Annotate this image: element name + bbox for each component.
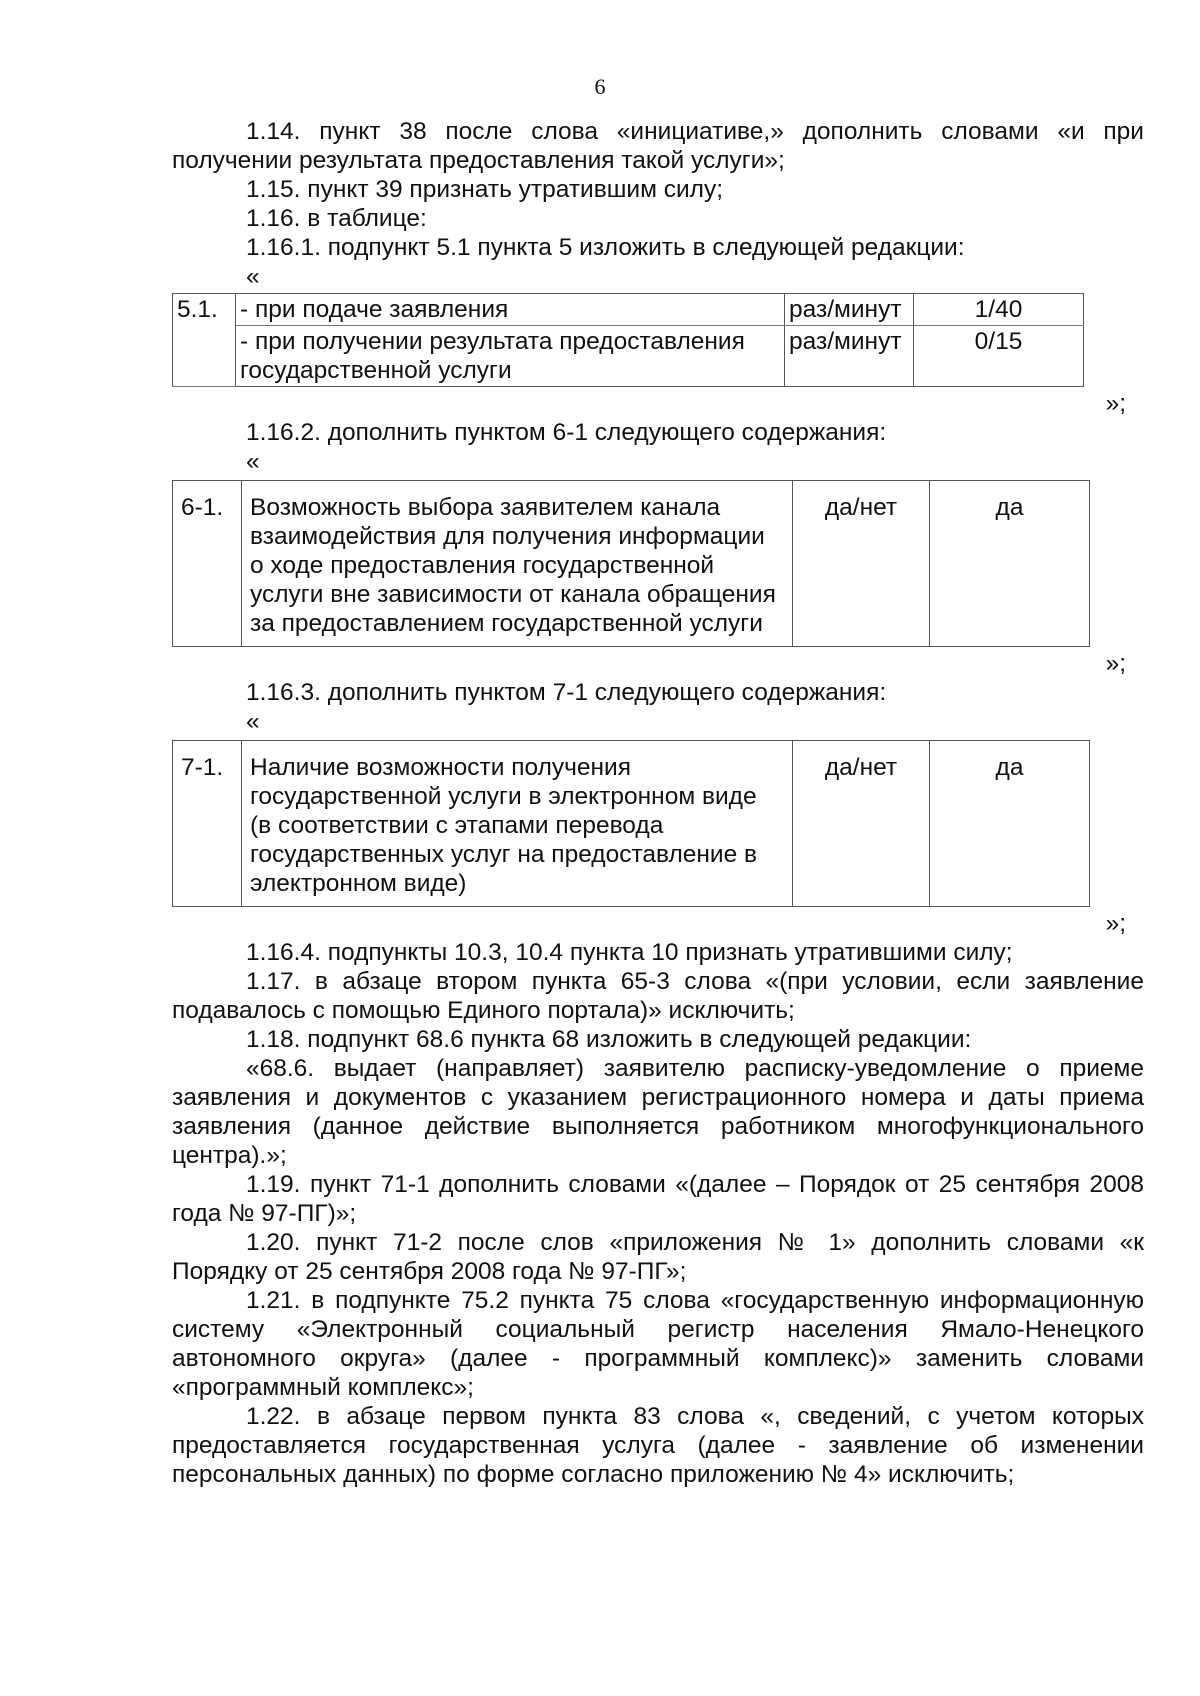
table-cell-number: 5.1. [173, 294, 236, 387]
table-cell-value: да [930, 741, 1090, 907]
paragraph-1-22: 1.22. в абзаце первом пункта 83 слова «, сведений, с учетом которых предоставляется государственная услуга (далее - заявление об изменении персональных данных) по форме согласно приложению № 4» исключить; [172, 1403, 1144, 1488]
table-cell-value: да [930, 481, 1090, 647]
closing-quote: »; [1105, 390, 1126, 417]
paragraph-1-20: 1.20. пункт 71-2 после слов «приложения № 1» дополнить словами «к Порядку от 25 сентября 2008 года № 97-ПГ»; [172, 1229, 1144, 1285]
opening-quote: « [246, 263, 260, 290]
opening-quote: « [246, 708, 260, 735]
paragraph-1-16-2: 1.16.2. дополнить пунктом 6-1 следующего содержания: [246, 419, 887, 446]
document-body [172, 117, 1144, 1489]
paragraph-1-18: 1.18. подпункт 68.6 пункта 68 изложить в следующей редакции: [246, 1026, 972, 1053]
paragraph-1-16-1: 1.16.1. подпункт 5.1 пункта 5 изложить в следующей редакции: [246, 234, 965, 261]
opening-quote: « [246, 448, 260, 475]
closing-quote: »; [1105, 910, 1126, 937]
page-number: 6 [594, 74, 606, 99]
paragraph-1-16-3: 1.16.3. дополнить пунктом 7-1 следующего содержания: [246, 679, 887, 706]
table-cell-number: 6-1. [173, 481, 242, 647]
paragraph-1-15: 1.15. пункт 39 признать утратившим силу; [246, 176, 724, 203]
table-cell-text: Наличие возможности получения государственной услуги в электронном виде (в соответствии с этапами перевода государственных услуг на предоставление в электронном виде) [242, 741, 793, 907]
table-cell-text: - при получении результата предоставления государственной услуги [236, 326, 785, 387]
paragraph-1-16: 1.16. в таблице: [246, 205, 427, 232]
table-cell-value: 0/15 [914, 326, 1084, 387]
paragraph-68-6-quote: «68.6. выдает (направляет) заявителю расписку-уведомление о приеме заявления и документов с указанием регистрационного номера и даты приема заявления (данное действие выполняется работником многофункционального центра).»; [172, 1055, 1144, 1169]
paragraph-1-14: 1.14. пункт 38 после слова «инициативе,» дополнить словами «и при получении результата предоставления такой услуги»; [172, 118, 1144, 174]
table-item-5-1 [172, 293, 1084, 387]
paragraph-1-21: 1.21. в подпункте 75.2 пункта 75 слова «государственную информационную систему «Электронный социальный регистр населения Ямало-Ненецкого автономного округа» (далее - программный комплекс)» заменить словами «программный комплекс»; [172, 1287, 1144, 1401]
closing-quote: »; [1105, 650, 1126, 677]
table-item-6-1 [172, 480, 1090, 647]
table-cell-value: 1/40 [914, 294, 1084, 326]
table-item-7-1 [172, 740, 1090, 907]
paragraph-1-16-4: 1.16.4. подпункты 10.3, 10.4 пункта 10 признать утратившими силу; [246, 939, 1013, 966]
table-cell-unit: раз/минут [785, 326, 914, 387]
table-cell-text: - при подаче заявления [236, 294, 785, 326]
paragraph-1-17: 1.17. в абзаце втором пункта 65-3 слова «(при условии, если заявление подавалось с помощью Единого портала)» исключить; [172, 968, 1144, 1024]
table-cell-unit: раз/минут [785, 294, 914, 326]
table-cell-text: Возможность выбора заявителем канала взаимодействия для получения информации о ходе предоставления государственной услуги вне зависимости от канала обращения за предоставлением государственной услуги [242, 481, 793, 647]
table-cell-number: 7-1. [173, 741, 242, 907]
table-cell-unit: да/нет [793, 741, 930, 907]
table-cell-unit: да/нет [793, 481, 930, 647]
paragraph-1-19: 1.19. пункт 71-1 дополнить словами «(далее – Порядок от 25 сентября 2008 года № 97-ПГ)»; [172, 1171, 1144, 1227]
